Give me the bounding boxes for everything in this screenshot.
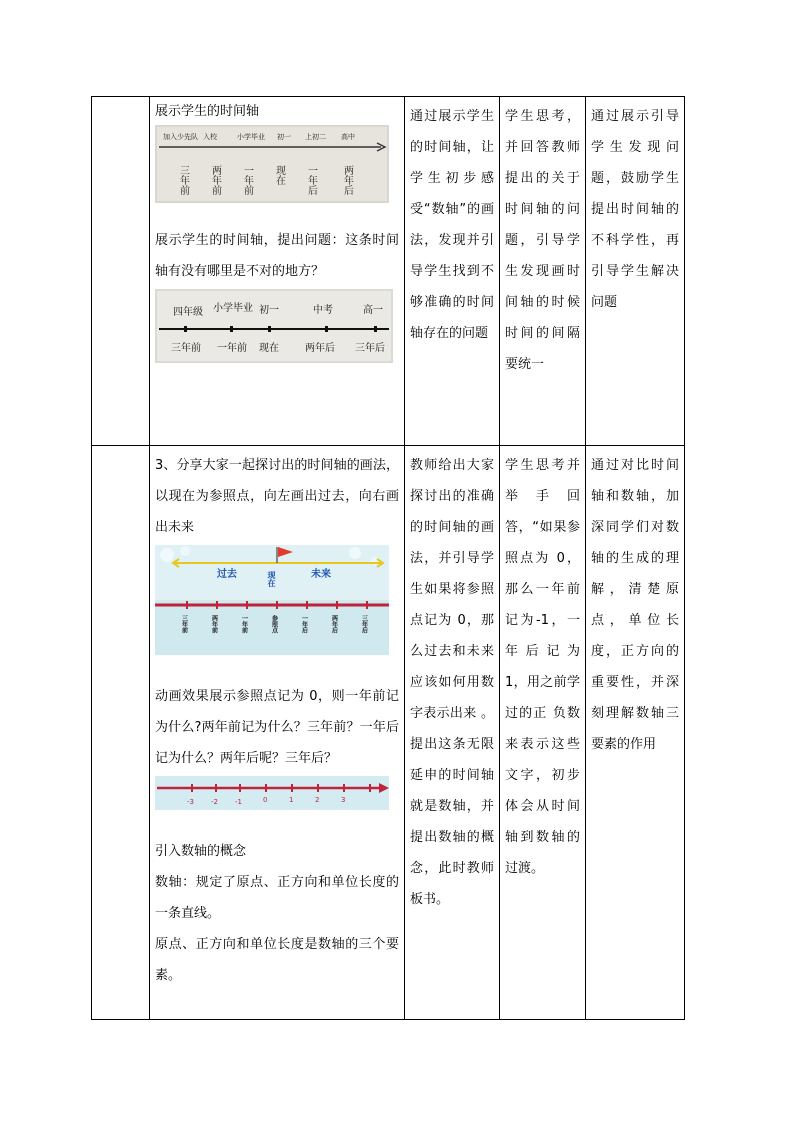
photo1-event: 入校	[203, 133, 217, 141]
photo1-time: 一年后	[305, 165, 317, 195]
photo2-time: 一年前	[217, 343, 247, 354]
numberline-tick-label: 0	[263, 796, 268, 804]
photo1-event: 小学毕业	[237, 133, 265, 141]
teacher-activity-cell: 通过展示学生的时间轴，让学生初步感受“数轴”的画法，发现并引导学生找到不够准确的时间轴存在的问题	[405, 97, 500, 446]
diagram-tick: 两年后	[330, 615, 338, 633]
number-line	[155, 776, 389, 810]
photo1-time: 两年后	[341, 165, 353, 195]
lesson-table	[91, 96, 685, 1020]
intro-text: 3、分享大家一起探讨出的时间轴的画法，以现在为参照点，向左画出过去，向右画出未来	[155, 458, 399, 535]
definition-text: 数轴：规定了原点、正方向和单位长度的一条直线。	[155, 875, 399, 921]
numberline-tick-label: 3	[341, 796, 346, 804]
student-activity-cell: 学生思考并举手回答，“如果参照点为 0，那么一年前记为-1，一年后记为 1，用之前学过的正 负数来表示这些文字，初步体会从时间轴到数轴的过渡。	[500, 446, 586, 1020]
design-purpose-cell: 通过展示引导学生发现问题，鼓励学生提出时间轴的不科学性，再引导学生解决问题	[586, 97, 685, 446]
photo1-event: 上初二	[305, 133, 326, 141]
photo2-event: 初一	[259, 305, 279, 316]
photo2-event: 中考	[313, 305, 333, 316]
timeline-diagram	[155, 545, 389, 655]
photo1-time: 一年前	[241, 165, 253, 195]
student-activity-cell: 学生思考，并回答教师提出的关于时间轴的问题，引导学生发现画时间轴的时候时间的间隔要统一	[500, 97, 586, 446]
blank-cell	[92, 446, 150, 1020]
numberline-tick-label: -2	[211, 798, 218, 806]
photo2-time: 现在	[259, 343, 279, 354]
photo2-time: 三年后	[355, 343, 385, 354]
diagram-tick: 两年前	[210, 615, 218, 633]
diagram-tick: 三年前	[180, 615, 188, 633]
photo1-event: 初一	[277, 133, 291, 141]
photo1-event: 加入少先队	[163, 133, 198, 141]
design-purpose-cell: 通过对比时间轴和数轴，加深同学们对数轴的生成的理解，清楚原点，单位长度，正方向的重要性，并深刻理解数轴三要素的作用	[586, 446, 685, 1020]
diagram-tick: 一年后	[300, 615, 308, 633]
question-text: 展示学生的时间轴，提出问题：这条时间轴有没有哪里是不对的地方？	[155, 233, 399, 279]
animation-text: 动画效果展示参照点记为 0，则一年前记为什么?两年前记为什么？三年前？一年后记为什么？两年后呢？三年后？	[155, 689, 399, 766]
numberline-tick-label: -3	[187, 798, 194, 806]
photo1-time: 两年前	[209, 165, 221, 195]
photo2-time: 三年前	[171, 343, 201, 354]
diagram-tick: 一年前	[240, 615, 248, 633]
table-row	[92, 446, 685, 1020]
table-row	[92, 97, 685, 446]
photo1-time: 现在	[273, 165, 285, 185]
blank-cell	[92, 97, 150, 446]
content-cell	[150, 97, 405, 446]
photo1-time: 三年前	[177, 165, 189, 195]
photo2-event: 高一	[363, 305, 383, 316]
photo2-time: 两年后	[305, 343, 335, 354]
future-label: 未来	[311, 569, 331, 580]
past-label: 过去	[217, 569, 237, 580]
photo2-event: 小学毕业	[213, 303, 253, 314]
elements-text: 原点、正方向和单位长度是数轴的三个要素。	[155, 937, 399, 983]
teacher-activity-cell: 教师给出大家探讨出的准确的时间轴的画法，并引导学生如果将参照点记为 0，那么过去和未来应该如何用数字表示出来 。提出这条无限延申的时间轴就是数轴，并提出数轴的概念，此时教师板书。	[405, 446, 500, 1020]
diagram-tick: 参照点	[270, 615, 278, 633]
photo1-event: 高中	[341, 133, 355, 141]
diagram-tick: 三年后	[360, 615, 368, 633]
student-timeline-photo-2	[155, 289, 393, 363]
section-title: 展示学生的时间轴	[155, 104, 260, 119]
content-cell	[150, 446, 405, 1020]
now-label: 现在	[267, 571, 277, 587]
student-timeline-photo-1	[155, 125, 389, 203]
numberline-tick-label: 2	[315, 796, 320, 804]
numberline-tick-label: 1	[289, 796, 294, 804]
photo2-event: 四年级	[173, 307, 203, 318]
concept-title: 引入数轴的概念	[155, 844, 247, 859]
numberline-tick-label: -1	[235, 798, 242, 806]
